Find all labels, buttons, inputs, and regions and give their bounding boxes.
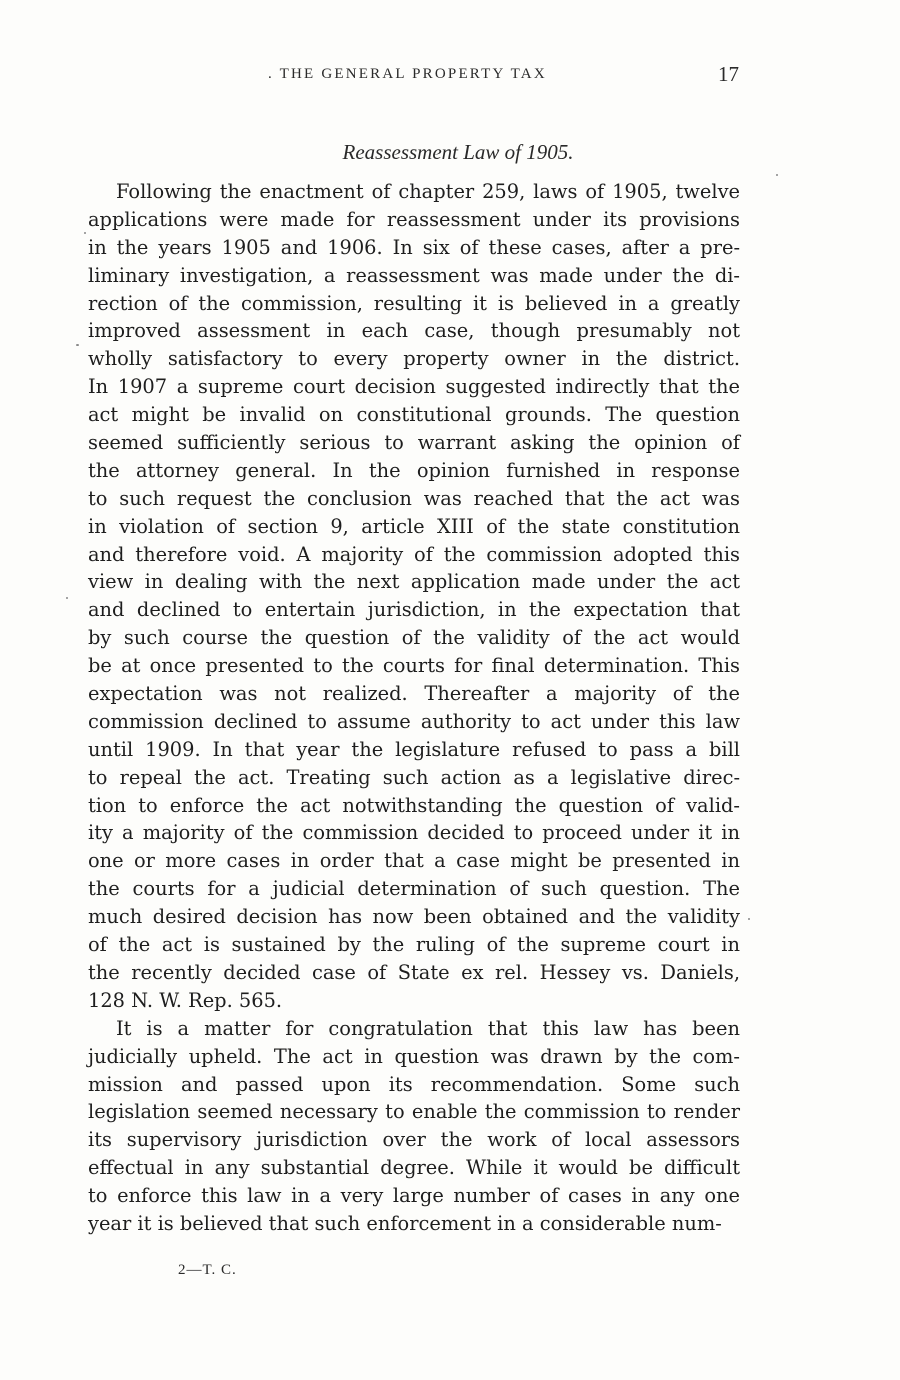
paragraph bbox=[88, 1015, 740, 1238]
text-line: ity a majority of the commission decided to proceed under it in bbox=[88, 821, 740, 845]
text-line: in violation of section 9, article XIII of the state constitution bbox=[88, 514, 740, 538]
text-line: 128 N. W. Rep. 565. bbox=[88, 988, 283, 1012]
text-line: in the years 1905 and 1906. In six of these cases, after a pre- bbox=[88, 235, 740, 259]
text-line: be at once presented to the courts for final determination. This bbox=[88, 654, 740, 678]
running-head bbox=[0, 62, 900, 92]
text-line: judicially upheld. The act in question was drawn by the com- bbox=[88, 1044, 740, 1068]
paper-speck bbox=[76, 344, 79, 346]
paragraph bbox=[88, 178, 740, 1015]
paper-speck bbox=[84, 232, 86, 234]
text-line: the courts for a judicial determination of such question. The bbox=[88, 877, 740, 901]
text-line: and therefore void. A majority of the commission adopted this bbox=[88, 542, 740, 566]
text-line: one or more cases in order that a case might be presented in bbox=[88, 849, 740, 873]
text-line: of the act is sustained by the ruling of the supreme court in bbox=[88, 933, 740, 957]
text-line: mission and passed upon its recommendation. Some such bbox=[88, 1072, 740, 1096]
running-title: . THE GENERAL PROPERTY TAX bbox=[268, 66, 547, 82]
paper-speck bbox=[776, 174, 778, 176]
text-line: to repeal the act. Treating such action as a legislative direc- bbox=[88, 765, 740, 789]
paper-speck bbox=[748, 918, 750, 920]
text-line: commission declined to assume authority to act under this law bbox=[88, 709, 740, 733]
text-line: expectation was not realized. Thereafter a majority of the bbox=[88, 682, 740, 706]
text-line: the recently decided case of State ex rel. Hessey vs. Daniels, bbox=[88, 960, 740, 984]
text-line: act might be invalid on constitutional grounds. The question bbox=[88, 403, 740, 427]
text-line: legislation seemed necessary to enable the commission to render bbox=[88, 1100, 740, 1124]
text-line: to enforce this law in a very large number of cases in any one bbox=[88, 1184, 740, 1208]
text-line: and declined to entertain jurisdiction, in the expectation that bbox=[88, 598, 740, 622]
signature-mark: 2—T. C. bbox=[178, 1262, 237, 1278]
text-line: effectual in any substantial degree. While it would be difficult bbox=[88, 1156, 740, 1180]
page-number: 17 bbox=[718, 62, 739, 86]
text-line: seemed sufficiently serious to warrant asking the opinion of bbox=[88, 431, 740, 455]
paper-speck bbox=[66, 597, 68, 599]
text-line: to such request the conclusion was reached that the act was bbox=[88, 486, 740, 510]
text-line: It is a matter for congratulation that this law has been bbox=[116, 1016, 740, 1040]
text-line: tion to enforce the act notwithstanding the question of valid- bbox=[88, 793, 740, 817]
text-line: In 1907 a supreme court decision suggested indirectly that the bbox=[88, 375, 740, 399]
text-line: year it is believed that such enforcement in a considerable num- bbox=[88, 1211, 722, 1235]
text-line: by such course the question of the validity of the act would bbox=[88, 626, 740, 650]
section-title: Reassessment Law of 1905. bbox=[342, 140, 574, 164]
text-line: liminary investigation, a reassessment was made under the di- bbox=[88, 263, 740, 287]
text-line: applications were made for reassessment under its provisions bbox=[88, 207, 740, 231]
text-line: wholly satisfactory to every property owner in the district. bbox=[88, 347, 740, 371]
text-line: much desired decision has now been obtained and the validity bbox=[88, 905, 740, 929]
text-line: the attorney general. In the opinion furnished in response bbox=[88, 458, 740, 482]
text-line: Following the enactment of chapter 259, laws of 1905, twelve bbox=[116, 180, 740, 203]
text-line: view in dealing with the next application made under the act bbox=[88, 570, 740, 594]
text-line: improved assessment in each case, though presumably not bbox=[88, 319, 740, 343]
body-text bbox=[88, 178, 740, 1238]
text-line: rection of the commission, resulting it is believed in a greatly bbox=[88, 291, 740, 315]
text-line: its supervisory jurisdiction over the work of local assessors bbox=[88, 1128, 740, 1152]
text-line: until 1909. In that year the legislature refused to pass a bill bbox=[88, 737, 740, 761]
